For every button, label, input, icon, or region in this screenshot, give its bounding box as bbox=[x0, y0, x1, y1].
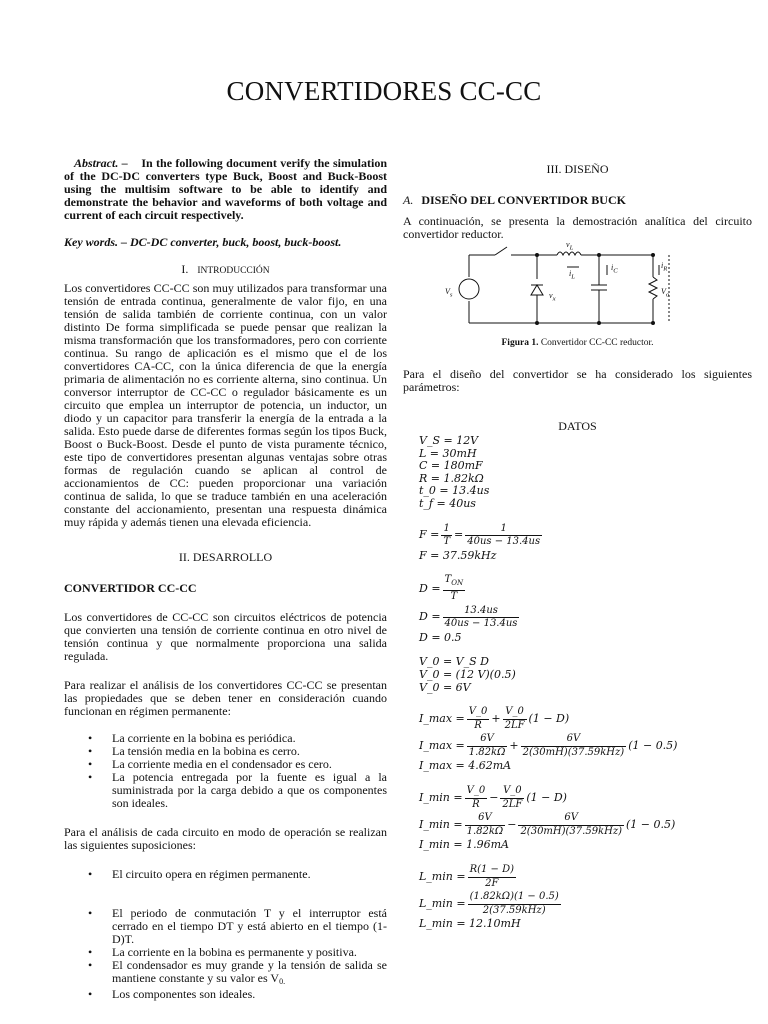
paragraph-1: Los convertidores de CC-CC son circuitos eléctricos de potencia que convierten una tensión de corriente continua en otro nivel de tensión continua y que normalmente proporciona una salida regulada. bbox=[64, 610, 387, 663]
figure-caption-text: Convertidor CC-CC reductor. bbox=[540, 338, 654, 348]
il-label: $i_L$ bbox=[569, 269, 575, 281]
circuit-diagram bbox=[439, 245, 679, 337]
eq-result: I_max = 4.62mA bbox=[419, 759, 512, 773]
assumption-list-2 bbox=[64, 907, 387, 1001]
assumption-list-1 bbox=[64, 868, 387, 881]
figure-caption-label: Figura 1. bbox=[501, 338, 539, 348]
paragraph-a: A continuación, se presenta la demostración analítica del circuito convertidor reductor. bbox=[403, 214, 752, 241]
list-item: • El circuito opera en régimen permanente. bbox=[88, 868, 387, 881]
left-column bbox=[64, 157, 387, 1001]
abstract-text: In the following document verify the simulation of the DC-DC converters type Buck, Boost and Buck-Boost using the multisim software to be able to identify and demonstrate the behavior and waveforms of both voltage and current of each circuit respectively. bbox=[64, 156, 387, 222]
datos-item: V_S = 12V bbox=[419, 434, 479, 447]
abstract-lead: Abstract. – bbox=[74, 156, 128, 170]
datos-item: L = 30mH bbox=[419, 446, 477, 460]
datos-title: DATOS bbox=[558, 419, 597, 433]
ir-label: $i_R$ bbox=[661, 261, 668, 273]
eq-result: V_0 = 6V bbox=[419, 680, 471, 694]
section-heading-desarrollo: II. DESARROLLO bbox=[178, 550, 273, 564]
buck-circuit-figure bbox=[439, 240, 679, 337]
right-column bbox=[403, 157, 752, 931]
eq-duty: D = $\frac{T_{ON}}{T}$ D = $\frac{13.4us}{40us - 13.4us}$ D = 0.5 bbox=[419, 574, 752, 644]
list-item: • La potencia entregada por la fuente es igual a la suministrada por la carga debido a que os componentes son ideales. bbox=[88, 771, 387, 810]
eq-result: I_min = 1.96mA bbox=[419, 838, 509, 852]
ic-label: $i_C$ bbox=[611, 263, 618, 275]
eq-frequency: F = $\frac{1}{T}$ = $\frac{1}{40us - 13.4us}$ F = 37.59kHz bbox=[419, 523, 752, 563]
paragraph-2: Para realizar el análisis de los convertidores CC-CC se presentan las propiedades que se deben tener en consideración cuando funcionan en régimen permanente: bbox=[64, 678, 387, 718]
eq-line: V_0 = (12 V)(0.5) bbox=[419, 667, 516, 681]
list-item: • La tensión media en la bobina es cerro. bbox=[88, 745, 387, 758]
eq-line: V_0 = V_S D bbox=[419, 655, 489, 669]
vx-label: $v_x$ bbox=[549, 291, 556, 303]
list-item-text: El condensador es muy grande y la tensión de salida se mantiene constante y su valor es V bbox=[112, 958, 387, 985]
eq-imin: I_min = $\frac{V\_0}{R}$ − $\frac{V\_0}{2LF}$ (1 − D) I_min = $\frac{6V}{1.82k\Omega}$ − $\frac{6V}{\text{2(30mH)(37.59kHz)}}$ (1 − 0.5) I_min = 1.96mA bbox=[419, 785, 752, 852]
figure-caption bbox=[403, 337, 752, 350]
list-item bbox=[88, 959, 387, 988]
subheading-buck bbox=[403, 194, 752, 207]
list-item: • El periodo de conmutación T y el interruptor está cerrado en el tiempo DT y está abierto en el tiempo (1-D)T. bbox=[88, 907, 387, 946]
intro-paragraph: Los convertidores CC-CC son muy utilizados para transformar una tensión de entrada continua, generalmente de valor fijo, en una tensión de salida también de corriente continua, con un valor distinto De forma simplificada se puede pensar que realizan la misma transformación que los transformadores, pero con corriente continua. Su rango de aplicación es el mismo que el de los convertidores CA-CC, con la única diferencia de que la energía primaria de alimentación no es corriente alterna, sino continua. Un conversor interruptor de CC-CC o regulador básicamente es un circuito que emplea un interruptor de potencia, un inductor, un diodo y un capacitor para transferir la energía de la entrada a la salida. Esto puede darse de diferentes formas según los tipos Buck, Boost o Buck-Boost. Desde el punto de vista puramente técnico, este tipo de convertidores presentan algunas ventajas sobre otras formas de regulación cuando se aplican al control de accionamientos de CC: pueden proporcionar una variación continua de salida, lo que se traduce también en una aceleración constante del accionamiento, presentan una respuesta dinámica muy rápida y además tienen una elevada eficiencia. bbox=[64, 281, 387, 529]
vo-label: $V_o$ bbox=[661, 287, 670, 299]
eq-result: L_min = 12.10mH bbox=[419, 917, 521, 931]
section-heading-introduccion bbox=[64, 263, 387, 278]
eq-imax: I_max = $\frac{V\_0}{R}$ + $\frac{V\_0}{2LF}$ (1 − D) I_max = $\frac{6V}{1.82k\Omega}$ + $\frac{6V}{\text{2(30mH)(37.59kHz)}}$ (1 − 0.5) I_max = 4.62mA bbox=[419, 706, 752, 773]
subheading-letter: A. bbox=[403, 193, 414, 207]
datos-item: R = 1.82kΩ bbox=[419, 471, 484, 485]
list-item: • La corriente en la bobina es periódica. bbox=[88, 732, 387, 745]
eq-vout bbox=[419, 656, 752, 694]
vs-label: $V_s$ bbox=[445, 287, 453, 299]
subscript: 0. bbox=[279, 977, 286, 986]
list-item: • La corriente media en el condensador es cero. bbox=[88, 758, 387, 771]
paragraph-3: Para el análisis de cada circuito en modo de operación se realizan las siguientes suposiciones: bbox=[64, 825, 387, 852]
datos-item: t_f = 40us bbox=[419, 496, 476, 510]
datos-item: C = 180mF bbox=[419, 459, 483, 473]
section-number: I. bbox=[181, 262, 189, 276]
list-item: • La corriente en la bobina es permanente y positiva. bbox=[88, 946, 387, 959]
paragraph-b: Para el diseño del convertidor se ha considerado los siguientes parámetros: bbox=[403, 367, 752, 394]
abstract bbox=[64, 157, 387, 222]
properties-list bbox=[64, 732, 387, 810]
datos-list bbox=[419, 435, 752, 511]
section-title: INTRODUCCIÓN bbox=[197, 266, 270, 276]
eq-lmin: L_min = $\frac{R(1 - D)}{2F}$ L_min = $\frac{(1.82k\Omega)(1 - 0.5)}{\text{2(37.59kHz)}}$ L_min = 12.10mH bbox=[419, 864, 752, 931]
eq-result: D = 0.5 bbox=[419, 630, 462, 644]
subheading-convertidor: CONVERTIDOR CC-CC bbox=[64, 581, 197, 595]
list-item: • Los componentes son ideales. bbox=[88, 988, 387, 1001]
datos-item: t_0 = 13.4us bbox=[419, 484, 490, 498]
keywords: Key words. – DC-DC converter, buck, boost, buck-boost. bbox=[64, 235, 342, 249]
paper-title: CONVERTIDORES CC-CC bbox=[226, 76, 542, 106]
eq-result: F = 37.59kHz bbox=[419, 548, 497, 562]
vl-label: $v_L$ bbox=[566, 240, 574, 252]
section-heading-diseno: III. DISEÑO bbox=[546, 162, 609, 176]
subheading-title: DISEÑO DEL CONVERTIDOR BUCK bbox=[421, 193, 626, 207]
